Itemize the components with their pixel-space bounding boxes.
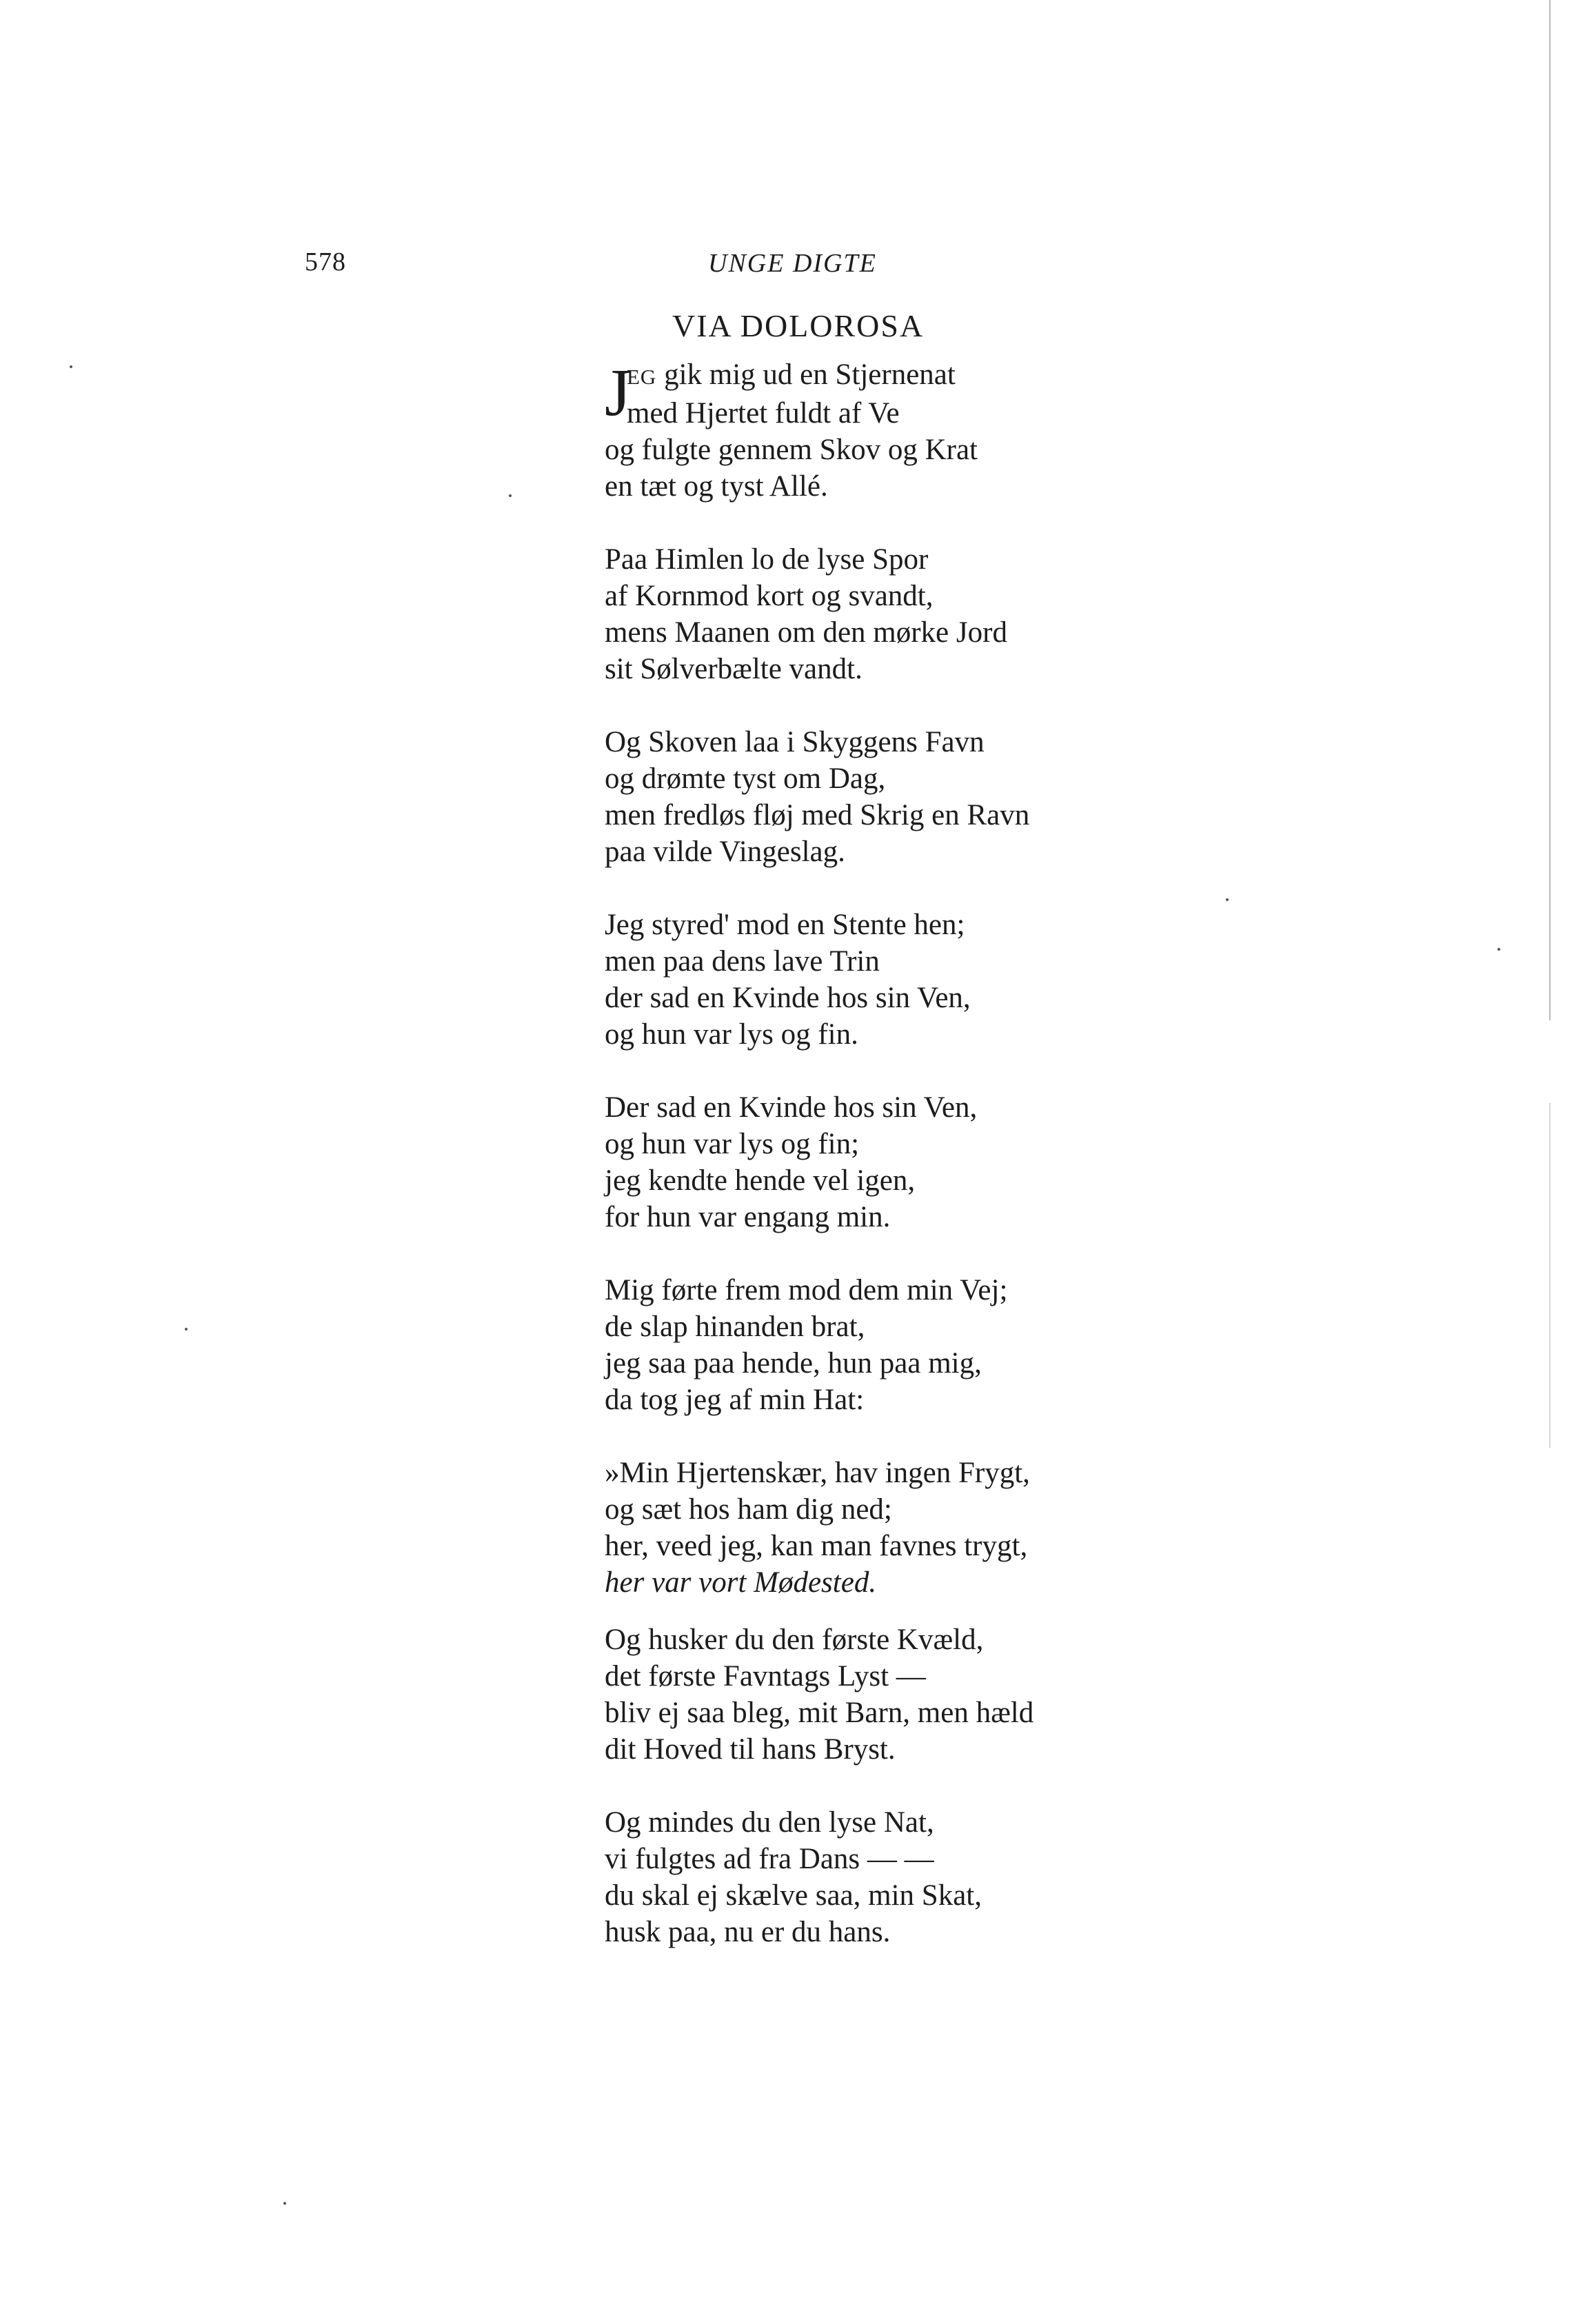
page-number: 578 — [305, 247, 346, 276]
poem-line: sit Sølverbælte vandt. — [605, 653, 863, 685]
poem-line: Og Skoven laa i Skyggens Favn — [605, 726, 985, 758]
stanza-1 — [605, 356, 1156, 505]
poem-line: paa vilde Vingeslag. — [605, 836, 845, 868]
scan-speck — [70, 365, 72, 368]
scan-speck — [1226, 898, 1229, 901]
poem-line: det første Favntags Lyst — — [605, 1660, 926, 1693]
stanza-4 — [605, 907, 1156, 1053]
poem-line — [605, 356, 1156, 395]
stanza-9 — [605, 1804, 1156, 1950]
poem-line: Paa Himlen lo de lyse Spor — [605, 543, 929, 576]
page-edge-line-lower — [1549, 1103, 1551, 1448]
poem-line: »Min Hjertenskær, hav ingen Frygt, — [605, 1457, 1030, 1489]
poem-line: med Hjertet fuldt af Ve — [627, 397, 900, 430]
line-text: gik mig ud en Stjernenat — [656, 358, 956, 391]
poem-line: Og mindes du den lyse Nat, — [605, 1806, 934, 1839]
poem-line: for hun var engang min. — [605, 1201, 891, 1233]
stanza-7 — [605, 1455, 1156, 1601]
poem-line: vi fulgtes ad fra Dans — — — [605, 1843, 934, 1875]
poem-line: Jeg styred' mod en Stente hen; — [605, 909, 965, 941]
poem-title: VIA DOLOROSA — [672, 308, 925, 343]
poem-line: men fredløs fløj med Skrig en Ravn — [605, 799, 1030, 831]
scan-speck — [509, 494, 512, 497]
poem-line-italic: her var vort Mødested. — [605, 1566, 877, 1599]
poem-line: Og husker du den første Kvæld, — [605, 1624, 984, 1656]
stanza-6 — [605, 1272, 1156, 1418]
poem-line: jeg saa paa hende, hun paa mig, — [605, 1347, 982, 1380]
poem-line: og hun var lys og fin. — [605, 1018, 858, 1051]
poem-line: husk paa, nu er du hans. — [605, 1916, 891, 1948]
poem-line: Der sad en Kvinde hos sin Ven, — [605, 1091, 978, 1124]
small-caps-opening: EG — [627, 365, 657, 389]
stanza-3 — [605, 724, 1156, 870]
scan-speck — [283, 2202, 286, 2205]
stanza-8 — [605, 1621, 1156, 1768]
poem-line: og fulgte gennem Skov og Krat — [605, 434, 978, 466]
poem-line: bliv ej saa bleg, mit Barn, men hæld — [605, 1697, 1034, 1729]
drop-cap: J — [605, 356, 632, 430]
poem-line: Mig førte frem mod dem min Vej; — [605, 1274, 1008, 1306]
poem-line: da tog jeg af min Hat: — [605, 1384, 865, 1416]
poem-line: og hun var lys og fin; — [605, 1128, 860, 1160]
poem-line: der sad en Kvinde hos sin Ven, — [605, 982, 971, 1014]
poem-line: en tæt og tyst Allé. — [605, 470, 828, 503]
poem-line: jeg kendte hende vel igen, — [605, 1164, 916, 1197]
poem-line: og drømte tyst om Dag, — [605, 762, 886, 795]
poem-line: og sæt hos ham dig ned; — [605, 1493, 892, 1526]
page-edge-line — [1549, 0, 1551, 1020]
poem-line: mens Maanen om den mørke Jord — [605, 616, 1007, 649]
poem-line: af Kornmod kort og svandt, — [605, 580, 934, 612]
poem-line: dit Hoved til hans Bryst. — [605, 1733, 896, 1766]
poem-line: de slap hinanden brat, — [605, 1311, 865, 1343]
poem-body — [605, 356, 1156, 1987]
stanza-5 — [605, 1089, 1156, 1235]
poem-line: her, veed jeg, kan man favnes trygt, — [605, 1530, 1028, 1562]
stanza-2 — [605, 541, 1156, 687]
scan-speck — [185, 1328, 188, 1331]
running-title: UNGE DIGTE — [708, 249, 877, 278]
scan-speck — [1498, 948, 1500, 951]
poem-line: du skal ej skælve saa, min Skat, — [605, 1879, 982, 1912]
poem-line: men paa dens lave Trin — [605, 945, 880, 978]
